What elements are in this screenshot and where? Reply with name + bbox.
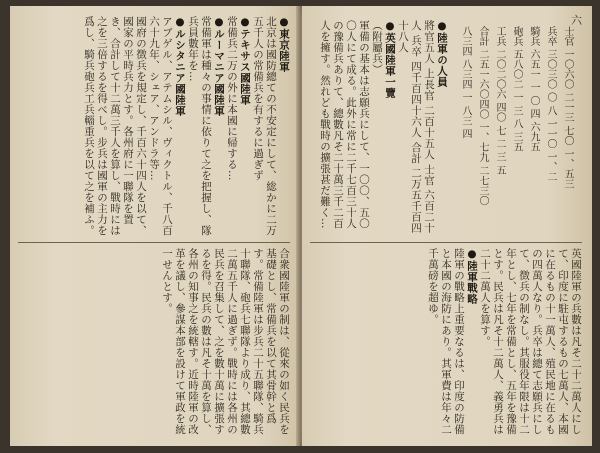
british-army-subheading: （附屬兵） (371, 20, 383, 75)
left-page (10, 6, 300, 446)
rumania-army-heading: ●ルーマニア國陸軍 (213, 16, 225, 117)
strategy-text: 陸軍の戰略上重要なるは、印度の防備と本國の海防にあり。其軍費は年々二千萬磅を超ゆ。 (427, 248, 465, 435)
rumania-army-text: 常備軍は種々の事情に依りて之を把握し、隊兵員數年を… (187, 16, 212, 236)
strategy-heading: ●陸軍戰略 (466, 248, 478, 305)
left-upper-body (18, 16, 290, 238)
left-divider (18, 242, 290, 243)
stats-row: 合計 二五一六〇四〇 一、七九 二七三〇 (477, 26, 488, 206)
stats-row: 騎兵 六五一 一 〇 四 六九五 (528, 26, 539, 152)
stats-row: 兵卒 三〇三〇 〇 八 一一〇 一、二 (545, 26, 556, 182)
left-lower-body (18, 248, 290, 438)
texas-army-heading: ●テキサス國陸軍 (239, 16, 251, 106)
officers-heading: ●陸軍の人員 (436, 20, 448, 88)
stats-table (452, 26, 574, 216)
british-army-text: 軍備の基本は志願兵にして、一〇〇、五〇〇人にて成る。此外に常に二千七百三十人の豫備兵ありて、總數凡そ二十萬三千二百人を擁す。然れども戰時の擴張甚だ難く… (319, 20, 370, 229)
lusitania-army-text: アブゲル、アテムシル、ヴィクトル、千八百六十九年、シェア、アンドラ等… (148, 16, 173, 236)
right-lower-body (310, 248, 582, 438)
tokyo-army-text: 北京は國防總ての不安定にして、総かに二万五千人の常備兵を有するに過ぎず (252, 16, 277, 236)
stats-row: 工兵 二〇二〇六 四〇 七 二 三 五 (494, 26, 505, 176)
left-lower-paragraph: 合衆國陸軍の制は、從來の如く民兵を基礎とし、常備兵を以て其骨幹と爲す。常備陸軍は步兵二十五聯隊、騎兵十聯隊、砲兵七聯隊より成り、其總數二萬五千人に過ぎず。戰時には各州の民兵を召集して、之を數十萬に擴張するを得。民兵の數は凡そ十萬を算し、各州の知事之を統轄す。近時陸軍の改革を議し、參謀本部を設けて軍政を統一せんとす。 (161, 248, 290, 435)
stats-row: 士官 一〇六〇 二一三 七〇 一、五三 (562, 26, 573, 189)
left-upper-paragraph: 國府の徴兵を規定し、千百六十四人を以て、國家の平時兵力とす。各州府に一聯隊を置き、合計して十二萬三千人を算し、戰時には之を三倍するを得べし。步兵は國軍の主力を爲し、騎兵砲兵工兵輜重兵を以て之を補ふ。 (83, 16, 147, 236)
page-number: 六 (571, 14, 582, 27)
right-upper-body (310, 20, 448, 238)
right-page (302, 6, 592, 446)
right-lower-paragraph: 英國陸軍の兵數は凡そ二十二萬人にして、印度に駐屯するもの七萬人、本國に在るもの十一萬人、殖民地に在るもの四萬人なり。兵卒は總て志願兵にして、徴兵の制なし。其服役年限は十二年とし、七年を常備とし、五年を豫備とす。民兵は凡そ十二萬人、義勇兵は二十二萬人を算す。 (479, 248, 582, 435)
stats-row: 八三四 八三四 一 八三 四 (460, 26, 471, 139)
right-divider (310, 242, 582, 243)
officers-text: 將官五人 上長官 二百十五人 士官 六百二十人 兵卒 四千百四十六人 合計 二万五千百四十八人 (397, 20, 435, 234)
tokyo-army-heading: ●東京陸軍 (278, 16, 290, 73)
texas-army-text: 常備兵二万の外に本國に帰する… (226, 16, 238, 181)
british-army-heading: ●英國陸軍一覽 (384, 20, 396, 99)
book-spread (10, 6, 592, 446)
stats-row: 砲兵 五八〇二 一 三 八 三五 (511, 26, 522, 152)
lusitania-army-heading: ●ルシタニア國陸軍 (174, 16, 186, 117)
